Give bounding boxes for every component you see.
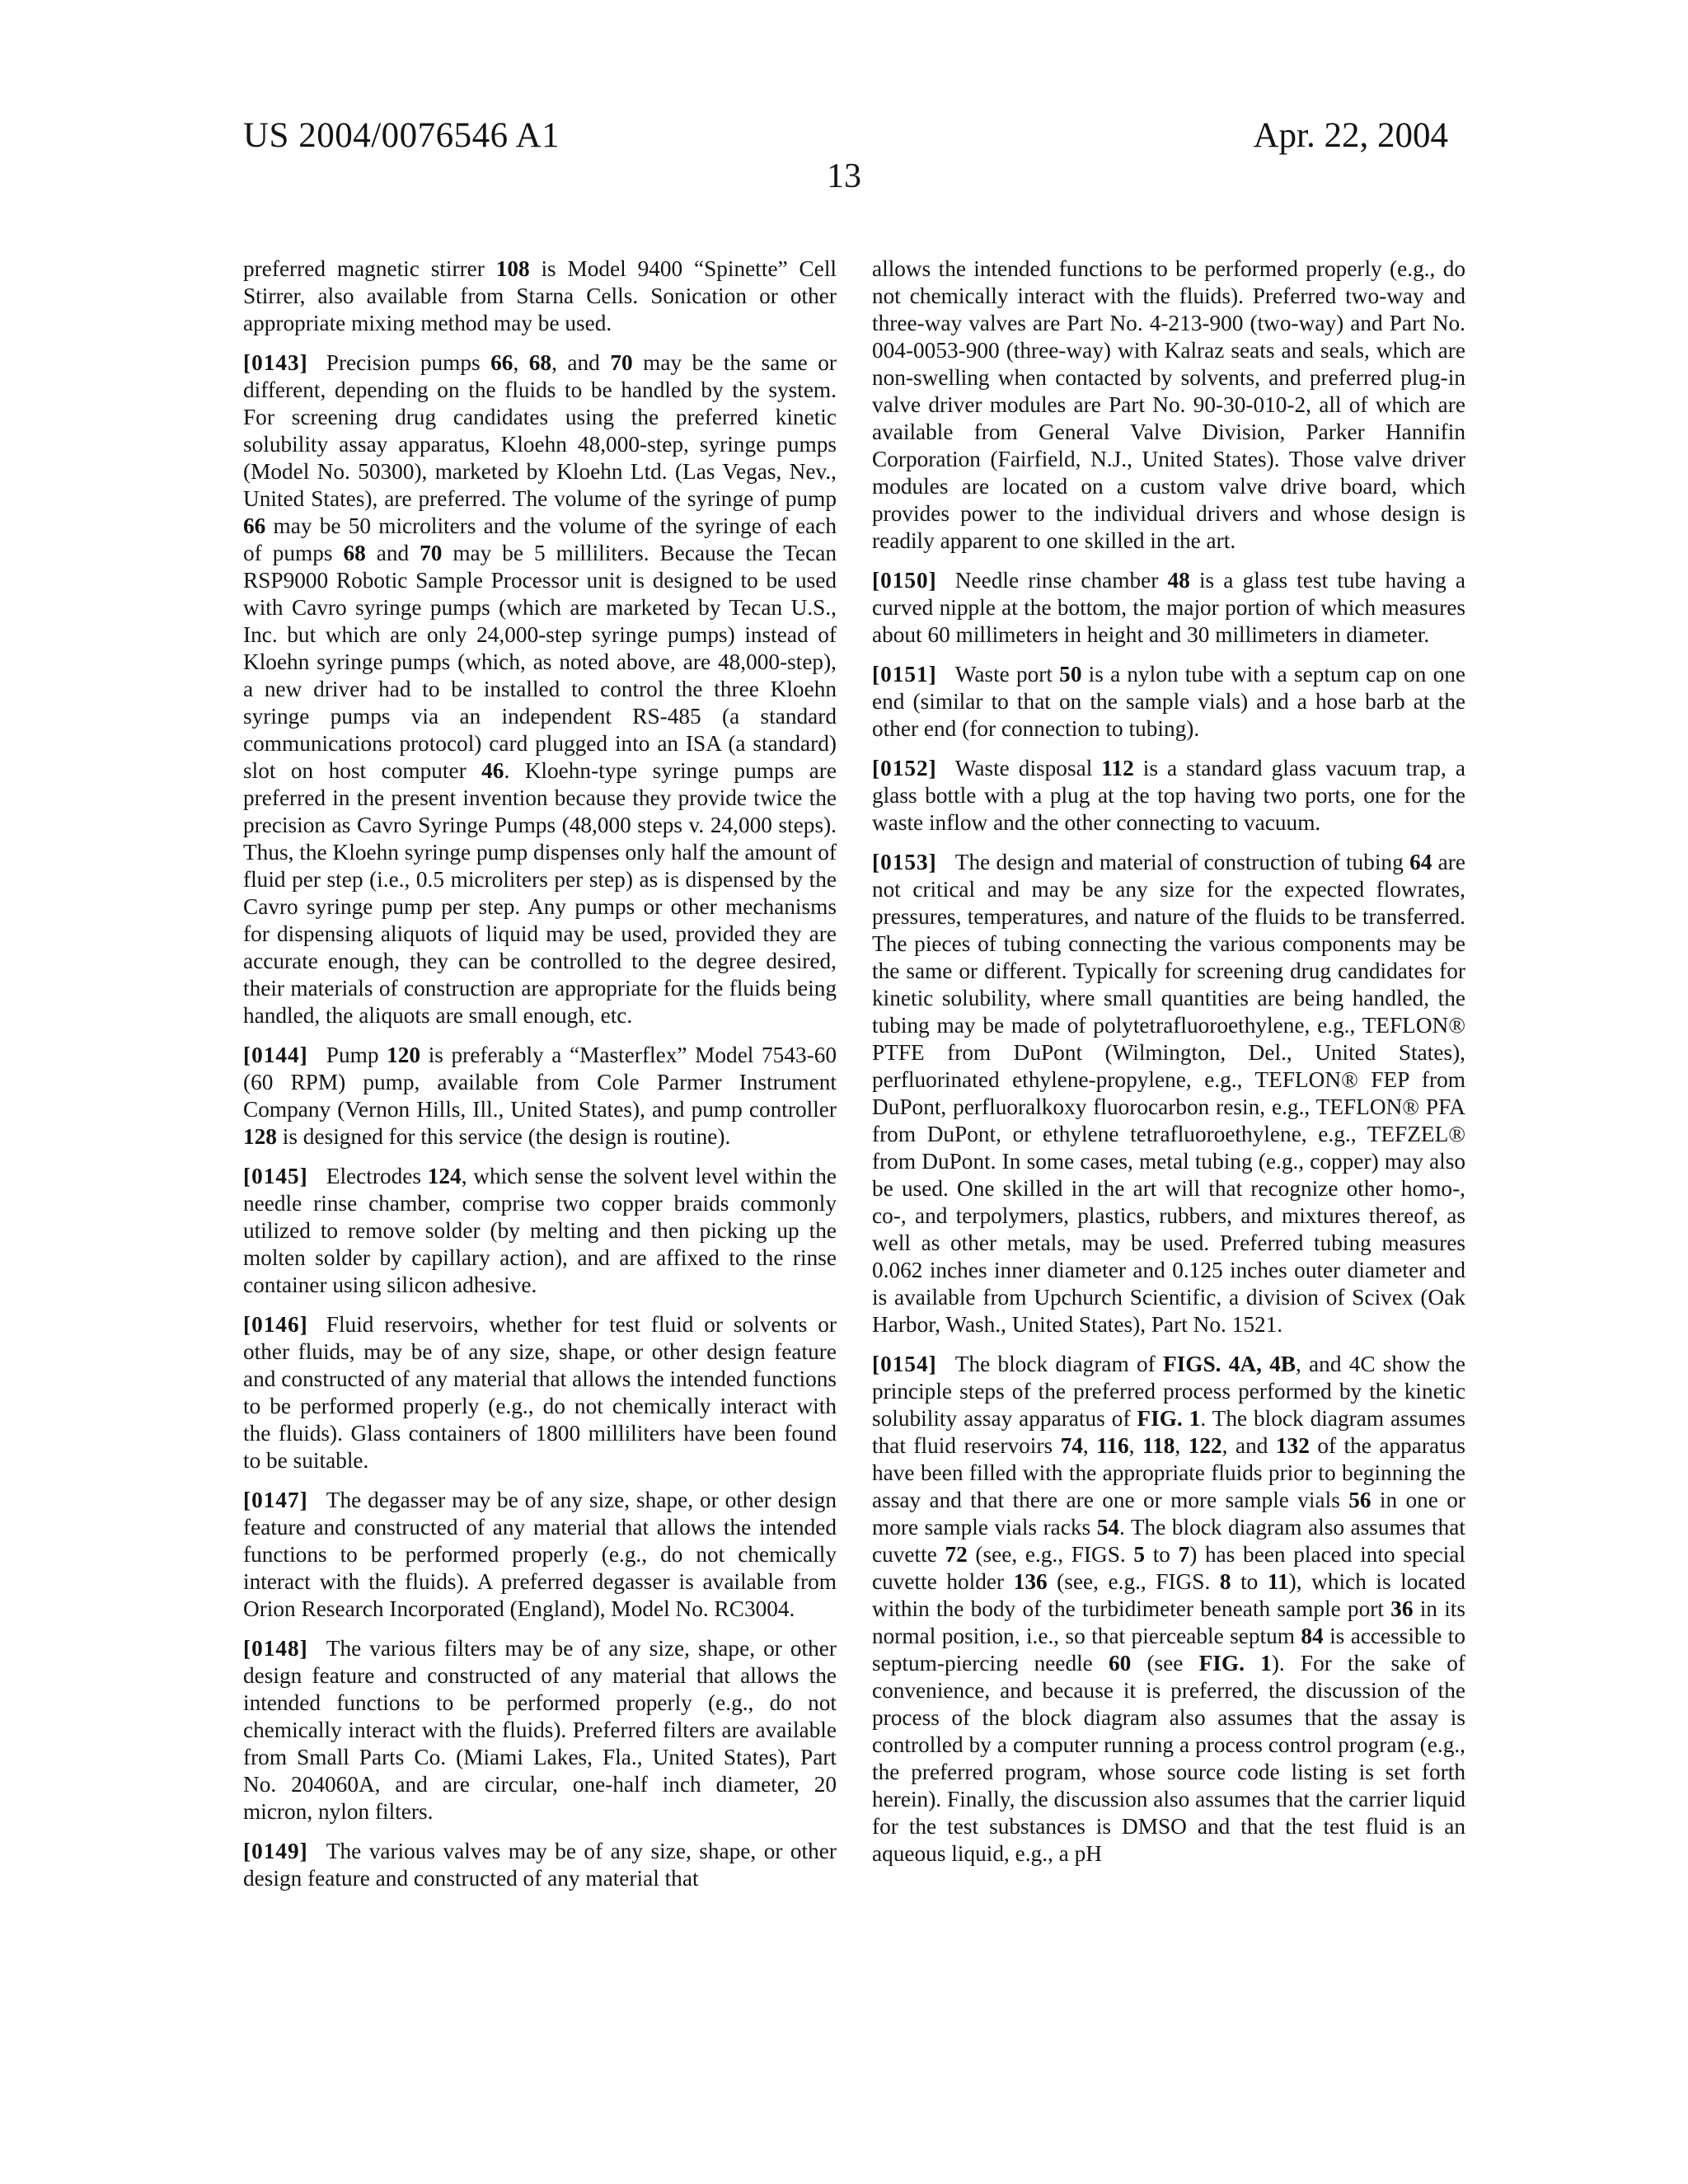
paragraph-text: ). For the sake of convenience, and because it is preferred, the discussion of the process of the block diagram also assumes that the assay is controlled by a computer running a process control program (e.g., the preferred program, whose source code listing is set forth herein). Finally, the discussion also assumes that the carrier liquid for the test substances is DMSO and that the test fluid is an aqueous liquid, e.g., a pH (872, 1651, 1465, 1866)
paragraph-text: is accessible to septum-piercing needle (872, 1624, 1465, 1675)
paragraph (872, 755, 1465, 837)
paragraph-text: , (1128, 1433, 1142, 1458)
paragraph-text: (see (1131, 1651, 1199, 1675)
reference-numeral: 74 (1060, 1433, 1083, 1458)
publication-number: US 2004/0076546 A1 (243, 116, 560, 155)
paragraph (243, 1635, 837, 1825)
paragraph-text: is a glass test tube having a curved nipple at the bottom, the major portion of which measures about 60 millimeters in height and 30 millimeters in diameter. (872, 568, 1465, 647)
paragraph-number: [0147] (243, 1488, 308, 1512)
paragraph (243, 1042, 837, 1151)
paragraph-text: preferred magnetic stirrer (243, 256, 496, 281)
paragraph-text: , (513, 350, 529, 375)
reference-numeral: 136 (1013, 1569, 1048, 1594)
paragraph-text: The various filters may be of any size, shape, or other design feature and constructed of any material that allows the intended functions to be performed properly (e.g., do not chemically interact with the fluids). Preferred filters are available from Small Parts Co. (Miami Lakes, Fla., United States), Part No. 204060A, and are circular, one-half inch diameter, 20 micron, nylon filters. (243, 1636, 837, 1824)
paragraph-text: in its normal position, i.e., so that pierceable septum (872, 1596, 1465, 1648)
reference-numeral: 11 (1267, 1569, 1289, 1594)
paragraph-text: , and (1221, 1433, 1276, 1458)
reference-numeral: 124 (427, 1164, 462, 1188)
paragraph-text: Waste disposal (954, 756, 1102, 780)
paragraph (243, 1487, 837, 1623)
paragraph (872, 255, 1465, 555)
reference-numeral: 8 (1219, 1569, 1231, 1594)
reference-numeral: FIG. 1 (1198, 1651, 1272, 1675)
paragraph-text: The design and material of construction of tubing (954, 850, 1410, 874)
paragraph-text: ) has been placed into special cuvette holder (872, 1542, 1466, 1594)
paragraph-text: ), which is located within the body of the turbidimeter beneath sample port (872, 1569, 1465, 1621)
paragraph-number: [0149] (243, 1839, 308, 1863)
paragraph-text: The various valves may be of any size, shape, or other design feature and constructed of any material that (243, 1839, 837, 1891)
paragraph-text: may be the same or different, depending on the fluids to be handled by the system. For screening drug candidates using the preferred kinetic solubility assay apparatus, Kloehn 48,000-step, syringe pumps (Model No. 50300), marketed by Kloehn Ltd. (Las Vegas, Nev., United States), are preferred. The volume of the syringe of pump (243, 350, 837, 511)
paragraph-text: Fluid reservoirs, whether for test fluid or solvents or other fluids, may be of any size, shape, or other design feature and constructed of any material that allows the intended functions to be performed properly (e.g., do not chemically interact with the fluids). Glass containers of 1800 milliliters have been found to be suitable. (243, 1312, 837, 1473)
paragraph-text: is designed for this service (the design is routine). (276, 1124, 731, 1149)
reference-numeral: 46 (481, 758, 504, 783)
paragraph-text: Pump (326, 1043, 387, 1067)
paragraph-text: and (365, 541, 420, 565)
reference-numeral: 132 (1275, 1433, 1310, 1458)
paragraph (243, 1163, 837, 1299)
reference-numeral: 66 (490, 350, 513, 375)
reference-numeral: 68 (343, 541, 366, 565)
paragraph-text: are not critical and may be any size for the expected flowrates, pressures, temperatures, and nature of the fluids to be transferred. The pieces of tubing connecting the various components may be the same or different. Typically for screening drug candidates for kinetic solubility, where small quantities are being handled, the tubing may be made of polytetrafluoroethylene, e.g., TEFLON® PTFE from DuPont (Wilmington, Del., United States), perfluorinated ethylene-propylene, e.g., TEFLON® FEP from DuPont, perfluoralkoxy fluorocarbon resin, e.g., TEFLON® PFA from DuPont, or ethylene tetrafluoroethylene, e.g., TEFZEL® from DuPont. In some cases, metal tubing (e.g., copper) may also be used. One skilled in the art will that recognize other homo-, co-, and terpolymers, plastics, rubbers, and mixtures thereof, as well as other metals, may be used. Preferred tubing measures 0.062 inches inner diameter and 0.125 inches outer diameter and is available from Upchurch Scientific, a division of Scivex (Oak Harbor, Wash., United States), Part No. 1521. (872, 850, 1465, 1337)
paragraph-text: Electrodes (326, 1164, 428, 1188)
reference-numeral: 128 (243, 1124, 277, 1149)
paragraph-text: to (1231, 1569, 1268, 1594)
paragraph-number: [0150] (872, 568, 937, 593)
paragraph-text: . The block diagram also assumes that cuvette (872, 1515, 1465, 1567)
reference-numeral: 72 (945, 1542, 968, 1567)
reference-numeral: 60 (1108, 1651, 1132, 1675)
reference-numeral: 5 (1133, 1542, 1146, 1567)
paragraph-number: [0144] (243, 1043, 308, 1067)
paragraph-text: The block diagram of (954, 1352, 1163, 1376)
paragraph-number: [0148] (243, 1636, 308, 1661)
reference-numeral: 36 (1390, 1596, 1414, 1621)
paragraph (872, 849, 1465, 1338)
paragraph-text: is a nylon tube with a septum cap on one end (similar to that on the sample vials) and a hose barb at the other end (for connection to tubing). (872, 662, 1466, 741)
paragraph (243, 255, 837, 337)
paragraph-text: Needle rinse chamber (954, 568, 1168, 593)
paragraph-text: may be 5 milliliters. Because the Tecan RSP9000 Robotic Sample Processor unit is designed to be used with Cavro syringe pumps (which are marketed by Tecan U.S., Inc. but which are only 24,000-step syringe pumps) instead of Kloehn syringe pumps (which, as noted above, are 48,000-step), a new driver had to be installed to control the three Kloehn syringe pumps via an independent RS-485 (a standard communications protocol) card plugged into an ISA (a standard) slot on host computer (243, 541, 837, 783)
paragraph-number: [0145] (243, 1164, 308, 1188)
paragraph-text: . Kloehn-type syringe pumps are preferred in the present invention because they provide twice the precision as Cavro Syringe Pumps (48,000 steps v. 24,000 steps). Thus, the Kloehn syringe pump dispenses only half the amount of fluid per step (i.e., 0.5 microliters per step) as is dispensed by the Cavro syringe pump per step. Any pumps or other mechanisms for dispensing aliquots of liquid may be used, provided they are accurate enough, they can be controlled to the degree desired, their materials of construction are appropriate for the fluids being handled, the aliquots are small enough, etc. (243, 758, 837, 1028)
reference-numeral: 50 (1059, 662, 1082, 687)
paragraph-text: (see, e.g., FIGS. (1047, 1569, 1220, 1594)
reference-numeral: 70 (420, 541, 443, 565)
paragraph-text: (see, e.g., FIGS. (967, 1542, 1134, 1567)
paragraph-number: [0154] (872, 1352, 937, 1376)
paragraph-text: , and 4C show the principle steps of the preferred process performed by the kinetic solubility assay apparatus of (872, 1352, 1465, 1431)
paragraph-text: is a standard glass vacuum trap, a glass bottle with a plug at the top having two ports, one for the waste inflow and the other connecting to vacuum. (872, 756, 1465, 835)
paragraph-text: allows the intended functions to be performed properly (e.g., do not chemically interact with the fluids). Preferred two-way and three-way valves are Part No. 4-213-900 (two-way) and Part No. 004-0053-900 (three-way) with Kalraz seats and seals, which are non-swelling when contacted by solvents, and preferred plug-in valve driver modules are Part No. 90-30-010-2, all of which are available from General Valve Division, Parker Hannifin Corporation (Fairfield, N.J., United States). Those valve driver modules are located on a custom valve drive board, which provides power to the individual drivers and whose design is readily apparent to one skilled in the art. (872, 256, 1465, 553)
reference-numeral: 56 (1348, 1488, 1372, 1512)
paragraph-text: in one or more sample vials racks (872, 1488, 1466, 1540)
paragraph (243, 1311, 837, 1474)
reference-numeral: 112 (1101, 756, 1134, 780)
paragraph-text: Precision pumps (326, 350, 491, 375)
paragraph-number: [0151] (872, 662, 937, 687)
paragraph-number: [0143] (243, 350, 308, 375)
reference-numeral: 122 (1188, 1433, 1222, 1458)
reference-numeral: 7 (1178, 1542, 1190, 1567)
paragraph (243, 349, 837, 1029)
paragraph-text: is Model 9400 “Spinette” Cell Stirrer, also available from Starna Cells. Sonication or other appropriate mixing method may be used. (243, 256, 837, 335)
reference-numeral: 108 (495, 256, 530, 281)
reference-numeral: 68 (528, 350, 552, 375)
paragraph-text: of the apparatus have been filled with the appropriate fluids prior to beginning the assay and that there are one or more sample vials (872, 1433, 1465, 1512)
reference-numeral: FIGS. 4A, 4B (1162, 1352, 1296, 1376)
paragraph (243, 1838, 837, 1892)
paragraph-text: is preferably a “Masterflex” Model 7543-60 (60 RPM) pump, available from Cole Parmer Instrument Company (Vernon Hills, Ill., United States), and pump controller (243, 1043, 837, 1122)
paragraph-text: . The block diagram assumes that fluid reservoirs (872, 1406, 1465, 1458)
paragraph (872, 661, 1465, 743)
reference-numeral: 116 (1096, 1433, 1129, 1458)
paragraph-text: , (1082, 1433, 1097, 1458)
reference-numeral: 66 (243, 513, 266, 538)
reference-numeral: 64 (1409, 850, 1432, 874)
paragraph (872, 567, 1465, 649)
reference-numeral: 48 (1167, 568, 1190, 593)
paragraph-number: [0152] (872, 756, 937, 780)
reference-numeral: 120 (387, 1043, 421, 1067)
reference-numeral: 70 (610, 350, 633, 375)
reference-numeral: 118 (1142, 1433, 1175, 1458)
paragraph-text: , which sense the solvent level within the needle rinse chamber, comprise two copper braids commonly utilized to remove solder (by melting and then picking up the molten solder by capillary action), and are affixed to the rinse container using silicon adhesive. (243, 1164, 837, 1297)
paragraph-text: to (1145, 1542, 1179, 1567)
paragraph-number: [0146] (243, 1312, 308, 1337)
reference-numeral: 54 (1096, 1515, 1120, 1540)
paragraph-text: may be 50 microliters and the volume of the syringe of each of pumps (243, 513, 837, 565)
paragraph-text: , (1175, 1433, 1189, 1458)
publication-date: Apr. 22, 2004 (1253, 116, 1448, 155)
right-column (872, 255, 1465, 1880)
paragraph-text: , and (551, 350, 611, 375)
paragraph-text: The degasser may be of any size, shape, or other design feature and constructed of any material that allows the intended functions to be performed properly (e.g., do not chemically interact with the fluids). A preferred degasser is available from Orion Research Incorporated (England), Model No. RC3004. (243, 1488, 837, 1621)
page-number: 13 (827, 157, 861, 195)
reference-numeral: 84 (1301, 1624, 1324, 1648)
paragraph-text: Waste port (954, 662, 1060, 687)
left-column (243, 255, 837, 1905)
reference-numeral: FIG. 1 (1137, 1406, 1201, 1431)
paragraph-number: [0153] (872, 850, 937, 874)
paragraph (872, 1351, 1465, 1868)
